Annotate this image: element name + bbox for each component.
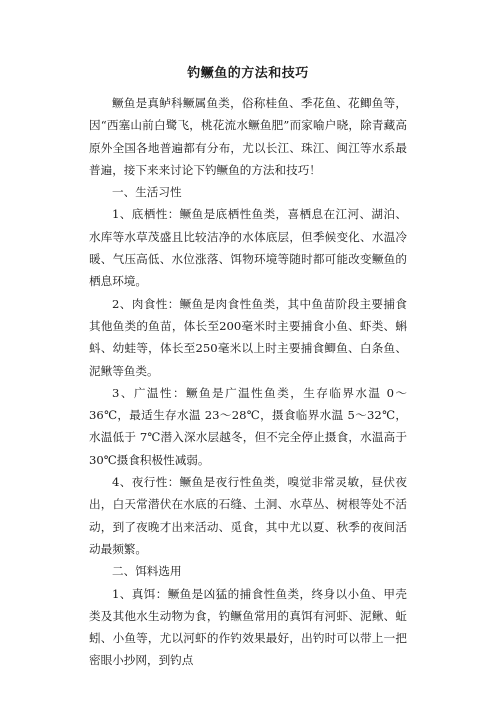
paragraph-benthic: 1、底栖性：鳜鱼是底栖性鱼类，喜栖息在江河、湖泊、水库等水草茂盛且比较洁净的水体底层，但季候变化、水温冷暖、气压高低、水位涨落、饵物环境等随时都可能改变鳜鱼的栖息环境。 xyxy=(89,207,407,289)
paragraph-real-bait: 1、真饵：鳜鱼是凶猛的捕食性鱼类，终身以小鱼、甲壳类及其他水生动物为食，钓鳜鱼常用的真饵有河虾、泥鳅、蚯蚓、小鱼等，尤以河虾的作钓效果最好，出钓时可以带上一把密眼小抄网，到钓点 xyxy=(89,586,407,668)
paragraph-eurythermal: 3、广温性：鳜鱼是广温性鱼类，生存临界水温 0～36℃，最适生存水温 23～28℃，摄食临界水温 5～32℃，水温低于 7℃潜入深水层越冬，但不完全停止摄食，水温高于 30℃摄食积极性减弱。 xyxy=(89,385,407,467)
document-title: 钓鳜鱼的方法和技巧 xyxy=(187,66,309,81)
paragraph-carnivorous: 2、肉食性：鳜鱼是肉食性鱼类，其中鱼苗阶段主要捕食其他鱼类的鱼苗，体长至200毫米时主要捕食小鱼、虾类、蝌蚪、幼蛙等，体长至250毫米以上时主要捕食鲫鱼、白条鱼、泥鳅等鱼类。 xyxy=(89,296,407,378)
intro-paragraph: 鳜鱼是真鲈科鳜属鱼类，俗称桂鱼、季花鱼、花鲫鱼等，因“西塞山前白鹭飞，桃花流水鳜鱼肥”而家喻户晓，除青藏高原外全国各地普遍都有分布，尤以长江、珠江、闽江等水系最普遍，接下来来讨论下钓鳜鱼的方法和技巧！ xyxy=(89,96,407,177)
document-body xyxy=(89,92,407,672)
section-heading-bait: 二、饵料选用 xyxy=(112,564,182,579)
paragraph-nocturnal: 4、夜行性：鳜鱼是夜行性鱼类，嗅觉非常灵敏，昼伏夜出，白天常潜伏在水底的石缝、土洞、水草丛、树根等处不活动，到了夜晚才出来活动、觅食，其中尤以夏、秋季的夜间活动最频繁。 xyxy=(89,475,407,556)
section-heading-habits: 一、生活习性 xyxy=(112,185,182,200)
